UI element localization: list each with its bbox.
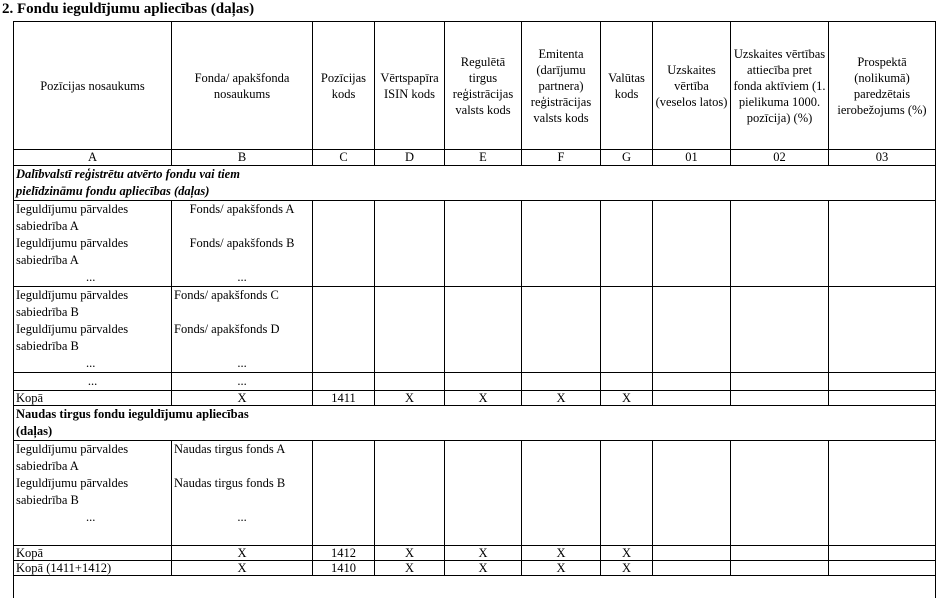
group-1-position-names: Ieguldījumu pārvaldes sabiedrība A Ieguldījumu pārvaldes sabiedrība A ... bbox=[14, 201, 172, 287]
group-2-fund-names: Fonds/ apakšfonds C Fonds/ apakšfonds D ... bbox=[172, 287, 313, 373]
header-currency-code: Valūtas kods bbox=[601, 22, 653, 150]
header-fund-name: Fonda/ apakšfonda nosaukums bbox=[172, 22, 313, 150]
section-2-title: Naudas tirgus fondu ieguldījumu apliecības (daļas) bbox=[14, 406, 936, 441]
letter-f: F bbox=[522, 150, 601, 166]
letter-c: C bbox=[313, 150, 375, 166]
header-market-country: Regulētā tirgus reģistrācijas valsts kods bbox=[445, 22, 522, 150]
letter-02: 02 bbox=[731, 150, 829, 166]
total-1412-label: Kopā bbox=[14, 546, 172, 561]
grand-total-row: Kopā (1411+1412) X 1410 X X X X bbox=[14, 561, 936, 576]
letter-d: D bbox=[375, 150, 445, 166]
letter-b: B bbox=[172, 150, 313, 166]
header-value-ratio: Uzskaites vērtības attiecība pret fonda aktīviem (1. pielikuma 1000. pozīcija) (%) bbox=[731, 22, 829, 150]
section-1-header bbox=[14, 166, 936, 201]
header-row bbox=[14, 22, 936, 150]
section-2-header bbox=[14, 406, 936, 441]
header-position-name: Pozīcijas nosaukums bbox=[14, 22, 172, 150]
page-title: 2. Fondu ieguldījumu apliecības (daļas) bbox=[2, 1, 254, 18]
section-1-total-row: Kopā X 1411 X X X X bbox=[14, 391, 936, 406]
section-1-group-1 bbox=[14, 201, 936, 287]
fund-units-table bbox=[13, 21, 936, 598]
grand-total-label: Kopā (1411+1412) bbox=[14, 561, 172, 576]
section-1-group-2 bbox=[14, 287, 936, 373]
total-1412-code: 1412 bbox=[313, 546, 375, 561]
total-1411-label: Kopā bbox=[14, 391, 172, 406]
total-1411-code: 1411 bbox=[313, 391, 375, 406]
table-tail bbox=[14, 576, 936, 598]
column-letter-row bbox=[14, 150, 936, 166]
section-1-extra-row bbox=[14, 373, 936, 391]
letter-e: E bbox=[445, 150, 522, 166]
letter-01: 01 bbox=[653, 150, 731, 166]
extra-ellipsis-b: ... bbox=[172, 373, 313, 391]
grand-total-code: 1410 bbox=[313, 561, 375, 576]
letter-03: 03 bbox=[829, 150, 936, 166]
group-1-fund-names: Fonds/ apakšfonds A Fonds/ apakšfonds B ... bbox=[172, 201, 313, 287]
section-2-total-row: Kopā X 1412 X X X X bbox=[14, 546, 936, 561]
money-market-position-names: Ieguldījumu pārvaldes sabiedrība A Ieguldījumu pārvaldes sabiedrība B ... bbox=[14, 441, 172, 546]
section-2-group bbox=[14, 441, 936, 546]
group-2-position-names: Ieguldījumu pārvaldes sabiedrība B Ieguldījumu pārvaldes sabiedrība B ... bbox=[14, 287, 172, 373]
letter-g: G bbox=[601, 150, 653, 166]
header-issuer-country: Emitenta (darījumu partnera) reģistrācijas valsts kods bbox=[522, 22, 601, 150]
money-market-fund-names: Naudas tirgus fonds A Naudas tirgus fonds B ... bbox=[172, 441, 313, 546]
header-limit: Prospektā (nolikumā) paredzētais ierobežojums (%) bbox=[829, 22, 936, 150]
extra-ellipsis-a: ... bbox=[14, 373, 172, 391]
header-book-value: Uzskaites vērtība (veselos latos) bbox=[653, 22, 731, 150]
header-isin-code: Vērtspapīra ISIN kods bbox=[375, 22, 445, 150]
letter-a: A bbox=[14, 150, 172, 166]
header-position-code: Pozīcijas kods bbox=[313, 22, 375, 150]
section-1-title: Dalībvalstī reģistrētu atvērto fondu vai tiem pielīdzināmu fondu apliecības (daļas) bbox=[14, 166, 936, 201]
